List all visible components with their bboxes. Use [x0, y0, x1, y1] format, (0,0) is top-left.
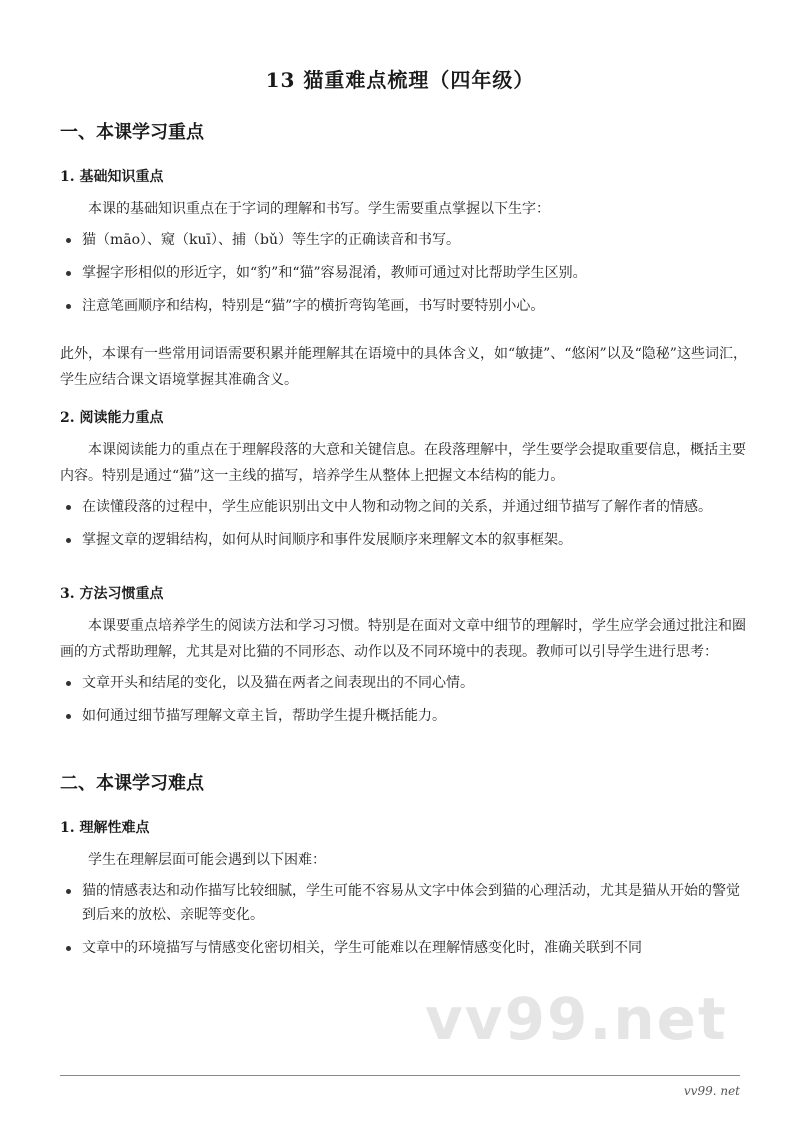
- method-habits-list: [60, 671, 750, 728]
- list-item: 在读懂段落的过程中，学生应能识别出文中人物和动物之间的关系，并通过细节描写了解作者的情感。: [60, 495, 750, 519]
- section-heading-difficulties: 二、本课学习难点: [60, 773, 204, 794]
- subsection-heading-comprehension: 1. 理解性难点: [60, 820, 150, 836]
- list-item: 注意笔画顺序和结构，特别是“猫”字的横折弯钩笔画，书写时要特别小心。: [60, 294, 750, 318]
- reading-ability-intro: 本课阅读能力的重点在于理解段落的大意和关键信息。在段落理解中，学生要学会提取重要信息，概括主要内容。特别是通过“猫”这一主线的描写，培养学生从整体上把握文本结构的能力。: [60, 442, 746, 484]
- list-item: 掌握字形相似的形近字，如“豹”和“猫”容易混淆，教师可通过对比帮助学生区别。: [60, 261, 750, 285]
- list-item: 文章中的环境描写与情感变化密切相关，学生可能难以在理解情感变化时，准确关联到不同: [60, 936, 750, 960]
- list-item: 文章开头和结尾的变化，以及猫在两者之间表现出的不同心情。: [60, 671, 750, 695]
- reading-ability-list: [60, 495, 750, 552]
- footer-divider: [60, 1075, 740, 1076]
- subsection-heading-reading-ability: 2. 阅读能力重点: [60, 410, 164, 426]
- document-body: [60, 120, 750, 969]
- section-heading-key-points: 一、本课学习重点: [60, 122, 204, 143]
- method-habits-intro: 本课要重点培养学生的阅读方法和学习习惯。特别是在面对文章中细节的理解时，学生应学会通过批注和圈画的方式帮助理解，尤其是对比猫的不同形态、动作以及不同环境中的表现。教师可以引导学生进行思考：: [60, 618, 746, 660]
- subsection-heading-method-habits: 3. 方法习惯重点: [60, 586, 164, 602]
- list-item: 如何通过细节描写理解文章主旨，帮助学生提升概括能力。: [60, 704, 750, 728]
- list-item: 猫（māo）、窥（kuī）、捕（bǔ）等生字的正确读音和书写。: [60, 228, 750, 252]
- list-item: 掌握文章的逻辑结构，如何从时间顺序和事件发展顺序来理解文本的叙事框架。: [60, 528, 750, 552]
- watermark: vv99.net: [425, 985, 728, 1053]
- basic-knowledge-list: [60, 228, 750, 318]
- comprehension-intro: 学生在理解层面可能会遇到以下困难：: [88, 852, 326, 868]
- vocabulary-paragraph: 此外，本课有一些常用词语需要积累并能理解其在语境中的具体含义，如“敏捷”、“悠闲”以及“隐秘”这些词汇，学生应结合课文语境掌握其准确含义。: [60, 346, 747, 388]
- footer-site-label: vv99. net: [683, 1084, 740, 1098]
- page-title: 13 猫重难点梳理（四年级）: [265, 68, 535, 92]
- list-item: 猫的情感表达和动作描写比较细腻，学生可能不容易从文字中体会到猫的心理活动，尤其是猫从开始的警觉到后来的放松、亲昵等变化。: [60, 879, 750, 927]
- basic-knowledge-intro: 本课的基础知识重点在于字词的理解和书写。学生需要重点掌握以下生字：: [88, 201, 550, 217]
- subsection-heading-basic-knowledge: 1. 基础知识重点: [60, 169, 164, 185]
- comprehension-list: [60, 879, 750, 960]
